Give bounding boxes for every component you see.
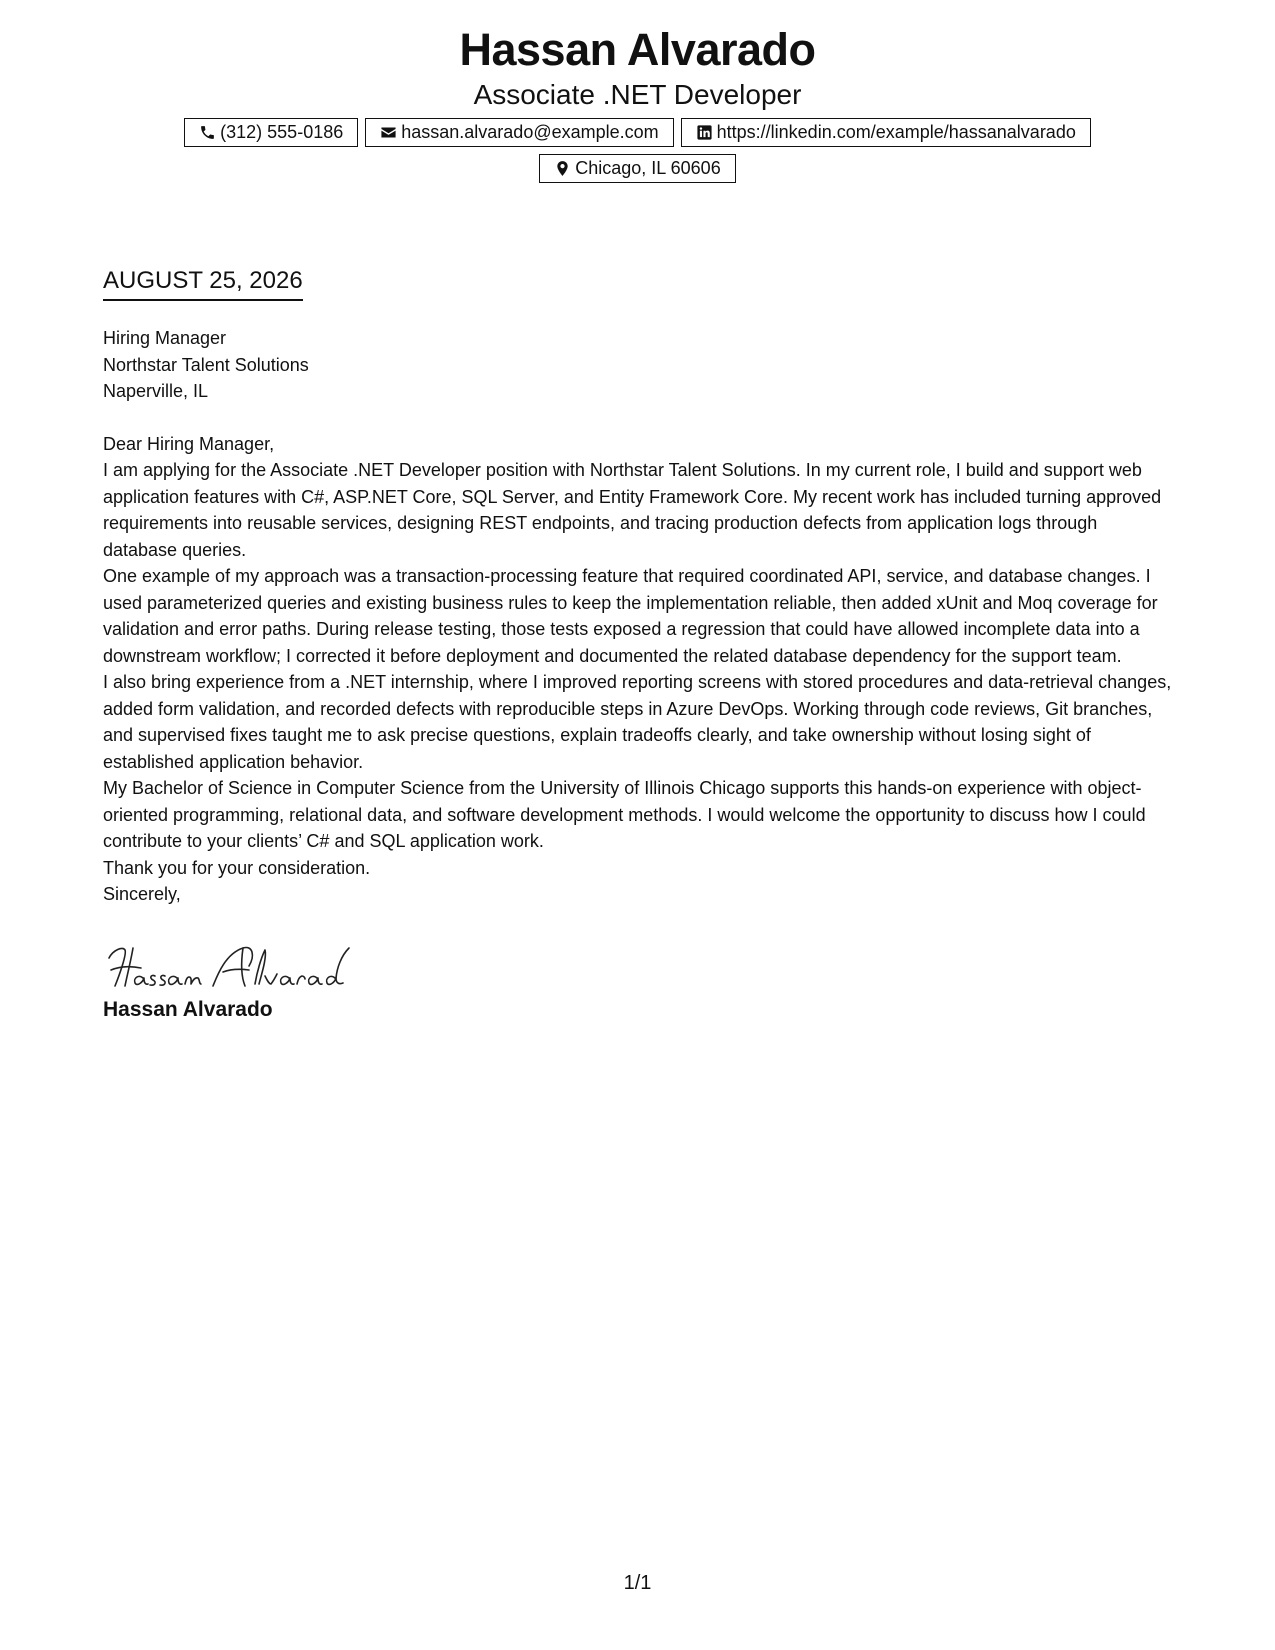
phone-text: (312) 555-0186 (220, 122, 344, 142)
envelope-icon (380, 124, 397, 141)
contact-location (539, 154, 735, 183)
email-link[interactable]: hassan.alvarado@example.com (401, 122, 659, 142)
contact-phone (184, 118, 358, 147)
contact-email[interactable] (365, 118, 673, 147)
applicant-name: Hassan Alvarado (459, 24, 816, 75)
letter-body (103, 325, 1173, 1024)
salutation: Dear Hiring Manager, (103, 433, 275, 454)
map-marker-icon (554, 160, 571, 177)
letter-header (0, 22, 1275, 183)
applicant-title: Associate .NET Developer (473, 79, 802, 110)
recipient-line: Naperville, IL (103, 381, 209, 401)
body-paragraph: One example of my approach was a transaction-processing feature that required coordinated API, service, and database changes. I used parameterized queries and existing business rules to keep the implementation reliable, then added xUnit and Moq coverage for validation and error paths. During release testing, those tests exposed a regression that could have allowed incomplete data into a downstream workflow; I corrected it before deployment and documented the related database dependency for the support team. (103, 566, 1158, 666)
location-text: Chicago, IL 60606 (575, 158, 721, 178)
recipient-line: Northstar Talent Solutions (103, 354, 309, 375)
thank-you-line: Thank you for your consideration. (103, 857, 371, 878)
letter-date: AUGUST 25, 2026 (103, 266, 303, 301)
recipient-line: Hiring Manager (103, 328, 227, 348)
signature-image (103, 936, 1173, 996)
phone-icon (199, 124, 216, 141)
page-number: 1/1 (623, 1572, 652, 1594)
handwritten-signature (103, 936, 383, 996)
linkedin-icon (696, 124, 713, 141)
body-paragraph: My Bachelor of Science in Computer Science from the University of Illinois Chicago supports this hands-on experience with object-oriented programming, relational data, and software development methods. I would welcome the opportunity to discuss how I could contribute to your clients’ C# and SQL application work. (103, 778, 1146, 851)
body-paragraph: I am applying for the Associate .NET Developer position with Northstar Talent Solutions. In my current role, I build and support web application features with C#, ASP.NET Core, SQL Server, and Entity Framework Core. My recent work has included turning approved requirements into reusable services, designing REST endpoints, and tracing production defects from application logs through database queries. (103, 460, 1162, 560)
contact-list (138, 118, 1138, 183)
body-paragraph: I also bring experience from a .NET internship, where I improved reporting screens with stored procedures and data-retrieval changes, added form validation, and recorded defects with reproducible steps in Azure DevOps. Working through code reviews, Git branches, and supervised fixes taught me to ask precise questions, explain tradeoffs clearly, and take ownership without losing sight of established application behavior. (103, 672, 1172, 772)
closing: Sincerely, (103, 884, 181, 904)
recipient-block (103, 325, 1173, 405)
contact-linkedin[interactable] (681, 118, 1091, 147)
linkedin-link[interactable]: https://linkedin.com/example/hassanalvarado (716, 122, 1076, 142)
signer-name: Hassan Alvarado (103, 997, 273, 1021)
